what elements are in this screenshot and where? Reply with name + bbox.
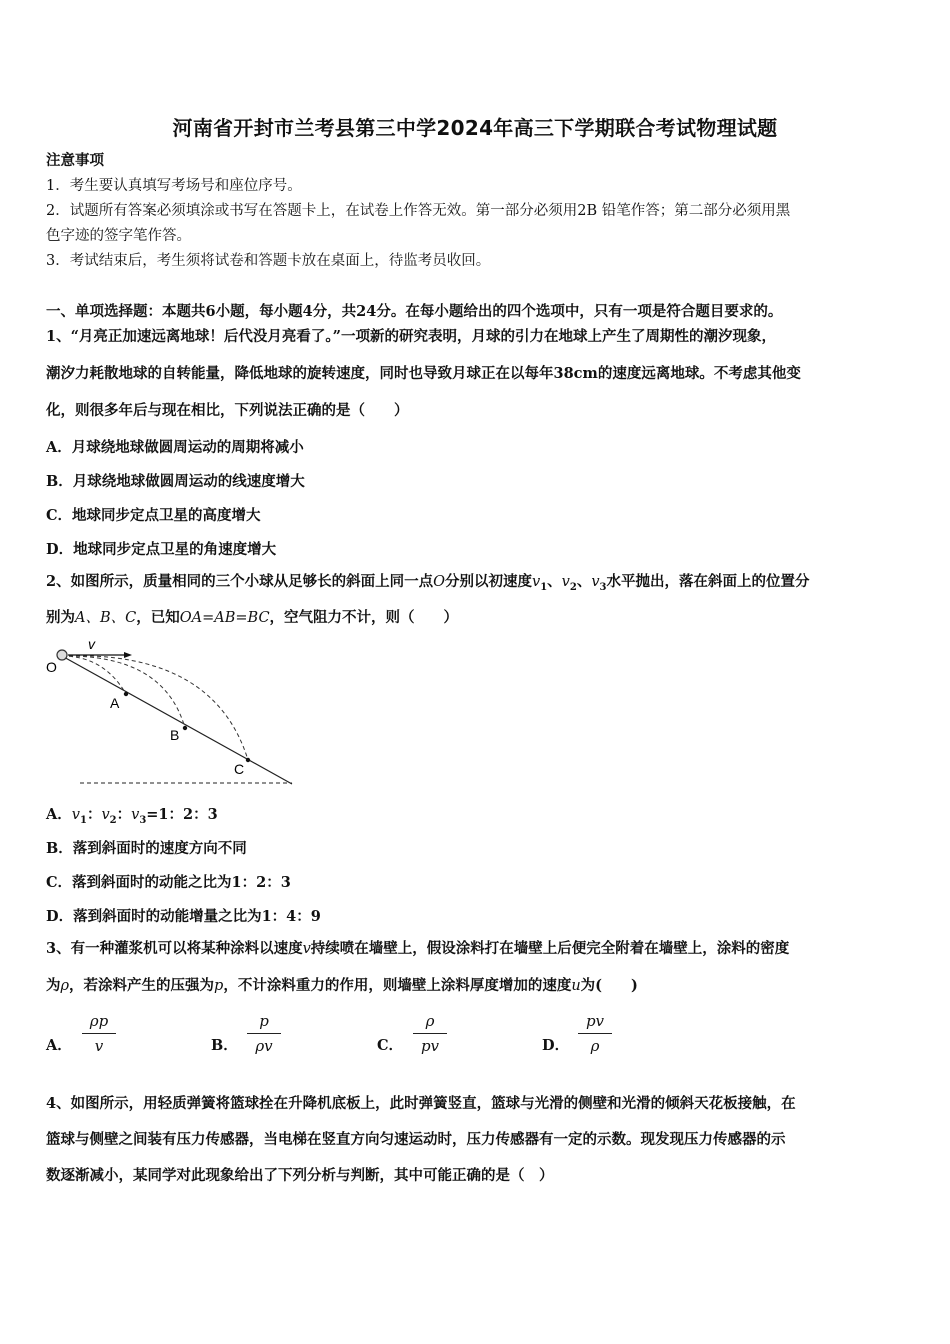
question-2-text: 别为A、B、C，已知OA=AB=BC，空气阻力不计，则（ ） [46,609,459,626]
point-a [124,692,128,696]
exam-page: 河南省开封市兰考县第三中学2024年高三下学期联合考试物理试题 注意事项 1．考生要认真填写考场号和座位序号。 2．试题所有答案必须填涂或书写在答题卡上，在试卷上作答无效。第一部分必须用2B 铅笔作答；第二部分必须用黑 色字迹的签字笔作答。 3．考试结束后，考生须将试卷和答题卡放在桌面上，待监考员收回。 一、单项选择题：本题共6小题，每小题4分，共24分。在每小题给出的四个选项中，只有一项是符合题目要求的。 1、“月亮正加速远离地球！后代没月亮看了。”一项新的研究表明，月球的引力在地球上产生了周期性的潮汐现象， 潮汐力耗散地球的自转能量，降低地球的旋转速度，同时也导致月球正在以每年38cm的速度远离地球。不考虑其他变 化，则很多年后与现在相比，下列说法正确的是（ ） A．月球绕地球做圆周运动的周期将减小 B．月球绕地球做圆周运动的线速度增大 C．地球同步定点卫星的高度增大 D．地球同步定点卫星的角速度增大 2、如图所示，质量相同的三个小球从足够长的斜面上同一点O分别以初速度$v_1$、$v_2$、$v_3$水平抛出，落在斜面上的位置分 别为A、B、C，已知OA=AB=BC，空气阻力不计，则（ ） v O A B C A．$v_1$：$v_2$：$v_3=1$：2：3 B．落到斜面时的速度方向不同 C．落到斜面时的动能之比为1：2：3 D．落到斜面时的动能增量之比为1：4：9 3、有一种灌浆机可以将某种涂料以速度v持续喷在墙壁上，假设涂料打在墙壁上后便完全附着在墙壁上，涂料的密度 为ρ，若涂料产生的压强为p，不计涂料重力的作用，则墙壁上涂料厚度增加的速度u为( ) A． ρp v B． p ρv C． ρ pv D． pv ρ 4、如图所示，用轻质弹簧将篮球拴在升降机底板上，此时弹簧竖直，篮球与光滑的侧壁和光滑的倾斜天花板接触，在 篮球与侧壁之间装有压力传感器，当电梯在竖直方向匀速运动时，压力传感器有一定的示数。现发现压力传感器的示 数逐渐减小，某同学对此现象给出了下列分析与判断，其中可能正确的是（ ） [0,0,950,1344]
label-c: C [234,761,245,777]
question-2-option-c: C．落到斜面时的动能之比为1：2：3 [46,874,291,891]
label-o: O [46,659,57,675]
section-heading: 一、单项选择题：本题共6小题，每小题4分，共24分。在每小题给出的四个选项中，只有一项是符合题目要求的。 [46,303,783,320]
page-title: 河南省开封市兰考县第三中学2024年高三下学期联合考试物理试题 [172,116,778,140]
fraction: pv ρ [572,1010,618,1057]
notice-item: 2．试题所有答案必须填涂或书写在答题卡上，在试卷上作答无效。第一部分必须用2B 铅笔作答；第二部分必须用黑 [46,203,791,219]
notice-item: 3．考试结束后，考生须将试卷和答题卡放在桌面上，待监考员收回。 [46,253,491,269]
point-c [246,758,250,762]
question-4-text: 数逐渐减小，某同学对此现象给出了下列分析与判断，其中可能正确的是（ ） [46,1167,554,1184]
fraction: ρ pv [407,1010,453,1057]
question-1-option-b: B．月球绕地球做圆周运动的线速度增大 [46,473,305,490]
question-3-text: 为ρ，若涂料产生的压强为p，不计涂料重力的作用，则墙壁上涂料厚度增加的速度u为( ) [46,977,638,994]
question-2-option-a: A．$v_1$：$v_2$：$v_3=1$：2：3 [46,806,218,826]
incline-line [62,656,292,784]
ball-o [57,650,67,660]
notice-item: 1．考生要认真填写考场号和座位序号。 [46,178,302,194]
question-4-text: 4、如图所示，用轻质弹簧将篮球拴在升降机底板上，此时弹簧竖直，篮球与光滑的侧壁和光滑的倾斜天花板接触，在 [46,1095,796,1112]
label-a: A [110,695,120,711]
question-2-text: 2、如图所示，质量相同的三个小球从足够长的斜面上同一点O分别以初速度$v_1$、$v_2$、$v_3$水平抛出，落在斜面上的位置分 [46,573,810,593]
question-1-text: 1、“月亮正加速远离地球！后代没月亮看了。”一项新的研究表明，月球的引力在地球上产生了周期性的潮汐现象， [46,328,777,345]
question-1-text: 化，则很多年后与现在相比，下列说法正确的是（ ） [46,402,409,419]
notice-item: 色字迹的签字笔作答。 [46,228,191,244]
label-b: B [170,727,180,743]
notice-heading: 注意事项 [46,152,104,169]
fraction: p ρv [241,1010,287,1057]
velocity-arrow-head [124,652,132,658]
fraction: ρp v [76,1010,122,1057]
question-3-text: 3、有一种灌浆机可以将某种涂料以速度v持续喷在墙壁上，假设涂料打在墙壁上后便完全附着在墙壁上，涂料的密度 [46,940,790,957]
question-1-option-d: D．地球同步定点卫星的角速度增大 [46,541,277,558]
incline-projectile-figure [44,636,300,788]
question-4-text: 篮球与侧壁之间装有压力传感器，当电梯在竖直方向匀速运动时，压力传感器有一定的示数。现发现压力传感器的示 [46,1131,786,1148]
question-2-option-d: D．落到斜面时的动能增量之比为1：4：9 [46,908,321,925]
label-v: v [88,636,95,652]
question-2-option-b: B．落到斜面时的速度方向不同 [46,840,247,857]
question-1-option-a: A．月球绕地球做圆周运动的周期将减小 [46,439,304,456]
question-1-option-c: C．地球同步定点卫星的高度增大 [46,507,261,524]
point-b [183,726,187,730]
question-1-text: 潮汐力耗散地球的自转能量，降低地球的旋转速度，同时也导致月球正在以每年38cm的速度远离地球。不考虑其他变 [46,365,801,382]
